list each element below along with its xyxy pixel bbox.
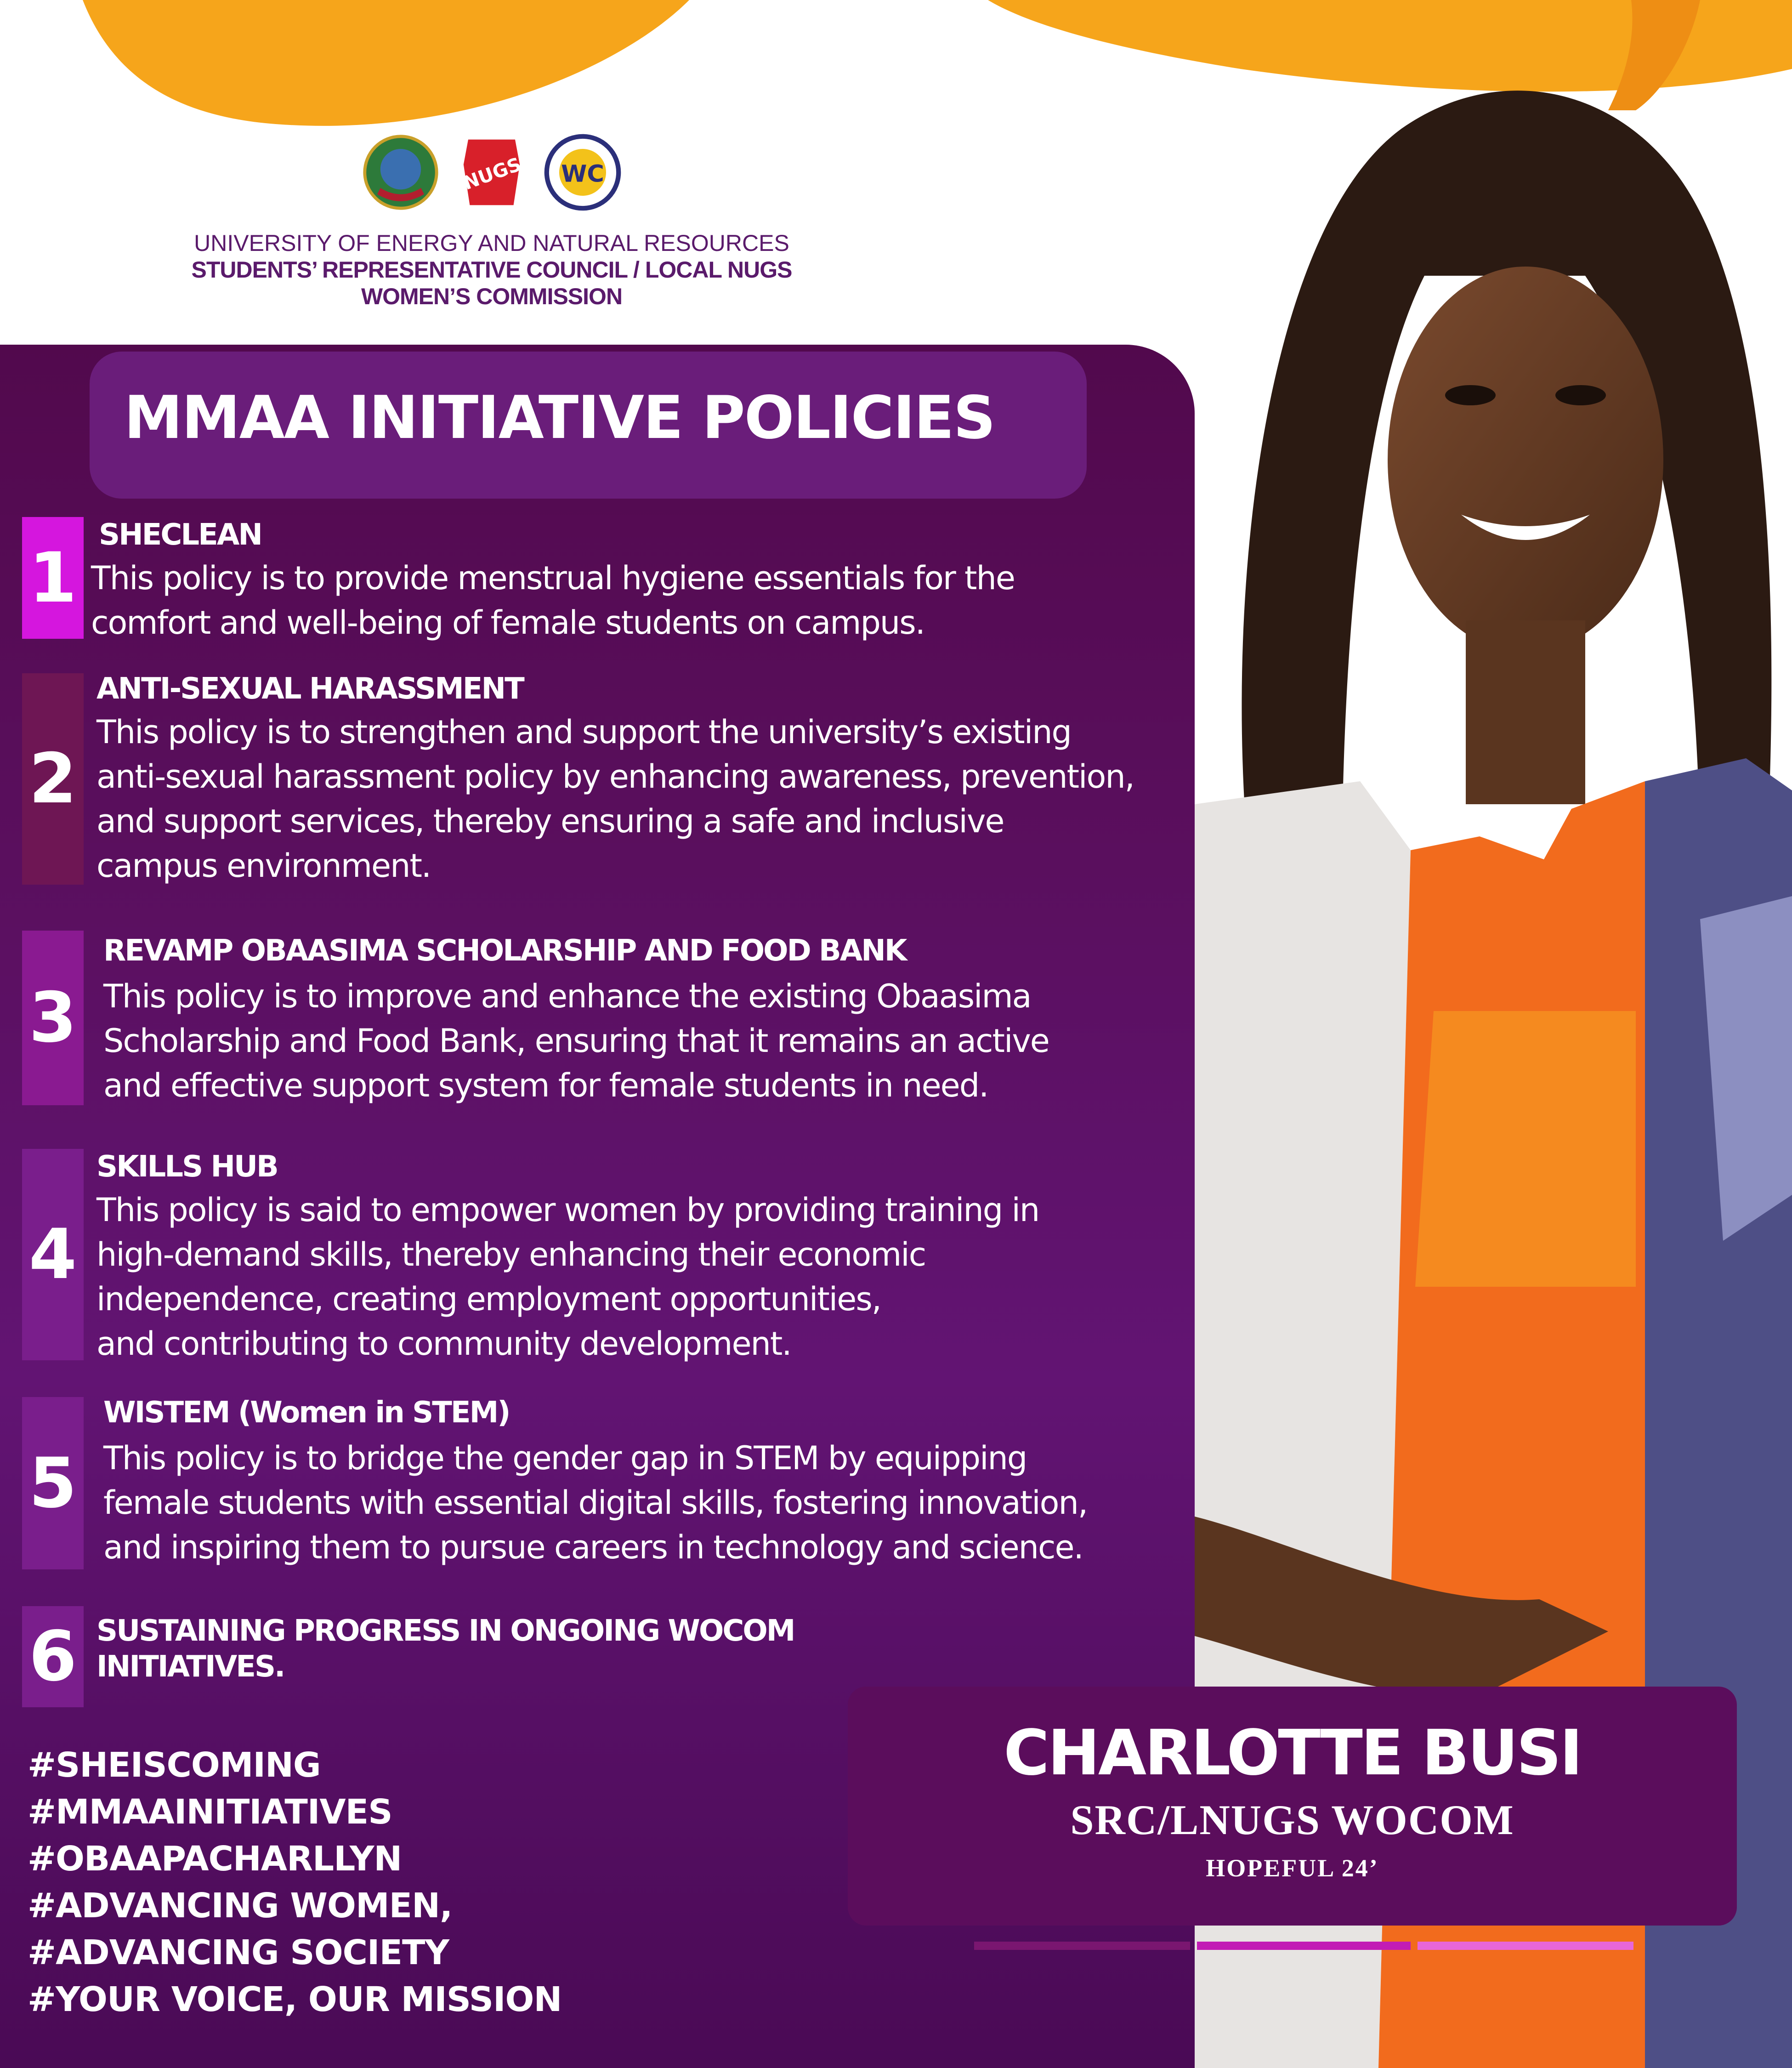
page-title: MMAA INITIATIVE POLICIES (124, 384, 995, 452)
policy-number-text: 1 (28, 538, 77, 618)
policy-title-line: INITIATIVES. (96, 1650, 284, 1684)
uenr-womens-commission-logo (544, 133, 622, 211)
policy-body-1 (91, 556, 1015, 645)
policy-number-1 (22, 517, 84, 639)
policy-number-4 (22, 1149, 84, 1360)
policy-body-3 (103, 974, 1049, 1108)
policy-line: campus environment. (96, 847, 431, 885)
policy-title-4: SKILLS HUB (96, 1150, 278, 1184)
hashtags (28, 1742, 561, 2023)
decorative-line (974, 1942, 1190, 1950)
policy-line: anti-sexual harassment policy by enhancing awareness, prevention, (96, 758, 1134, 795)
policy-number-text: 6 (28, 1617, 77, 1697)
policy-number-6 (22, 1606, 84, 1707)
policy-body-2 (96, 710, 1134, 888)
commission-name: WOMEN’S COMMISSION (361, 284, 623, 309)
policy-title-5: WISTEM (Women in STEM) (103, 1396, 510, 1430)
decorative-line (1418, 1942, 1633, 1950)
policy-line: This policy is said to empower women by providing training in (96, 1191, 1039, 1229)
policy-number-2 (22, 673, 84, 885)
policy-title-3: REVAMP OBAASIMA SCHOLARSHIP AND FOOD BANK (103, 934, 906, 968)
policy-body-5 (103, 1436, 1087, 1570)
hashtag: #MMAAINITIATIVES (28, 1792, 392, 1832)
policy-number-text: 4 (28, 1215, 77, 1295)
university-name: UNIVERSITY OF ENERGY AND NATURAL RESOURCES (194, 230, 789, 256)
candidate-name: CHARLOTTE BUSI (1004, 1717, 1581, 1790)
header (156, 133, 827, 310)
hashtag: #ADVANCING SOCIETY (28, 1933, 449, 1972)
policy-line: Scholarship and Food Bank, ensuring that it remains an active (103, 1022, 1049, 1060)
policy-number-5 (22, 1397, 84, 1569)
candidate-role: SRC/LNUGS WOCOM (1070, 1796, 1514, 1843)
policy-title-2: ANTI-SEXUAL HARASSMENT (96, 672, 523, 706)
policy-number-text: 3 (28, 978, 77, 1058)
logo-row (156, 133, 827, 211)
policy-line: This policy is to improve and enhance the existing Obaasima (103, 977, 1031, 1015)
policy-line: high-demand skills, thereby enhancing their economic (96, 1236, 926, 1273)
hashtag: #ADVANCING WOMEN, (28, 1886, 453, 1926)
policy-line: independence, creating employment opportunities, (96, 1280, 881, 1318)
hashtag: #SHEISCOMING (28, 1745, 321, 1785)
policy-title-6 (96, 1613, 794, 1685)
decorative-line (1197, 1942, 1411, 1950)
policy-line: This policy is to bridge the gender gap in STEM by equipping (103, 1439, 1027, 1477)
policy-line: and inspiring them to pursue careers in technology and science. (103, 1528, 1083, 1566)
policy-line: comfort and well-being of female students on campus. (91, 604, 924, 642)
nugs-logo-text: NUGS (460, 153, 524, 194)
nugs-logo (453, 133, 531, 211)
policy-line: and contributing to community development. (96, 1325, 791, 1363)
policy-number-text: 5 (28, 1443, 77, 1523)
wocom-logo-text: WC (561, 160, 604, 188)
policy-line: female students with essential digital skills, fostering innovation, (103, 1484, 1088, 1522)
council-name: STUDENTS’ REPRESENTATIVE COUNCIL / LOCAL NUGS (191, 257, 792, 283)
policy-line: This policy is to strengthen and support the university’s existing (96, 713, 1071, 751)
policy-title-line: SUSTAINING PROGRESS IN ONGOING WOCOM (96, 1614, 794, 1648)
policy-number-3 (22, 931, 84, 1105)
policy-line: and support services, thereby ensuring a safe and inclusive (96, 802, 1004, 840)
policy-body-4 (96, 1188, 1039, 1366)
policy-number-text: 2 (28, 739, 77, 819)
hashtag: #YOUR VOICE, OUR MISSION (28, 1980, 562, 2019)
candidate-hopeful: HOPEFUL 24’ (1206, 1854, 1379, 1882)
policy-title-1: SHECLEAN (99, 518, 261, 552)
policy-line: This policy is to provide menstrual hygiene essentials for the (91, 559, 1015, 597)
policy-line: and effective support system for female students in need. (103, 1067, 988, 1104)
uenr-crest-logo (362, 133, 440, 211)
hashtag: #OBAAPACHARLLYN (28, 1839, 402, 1879)
